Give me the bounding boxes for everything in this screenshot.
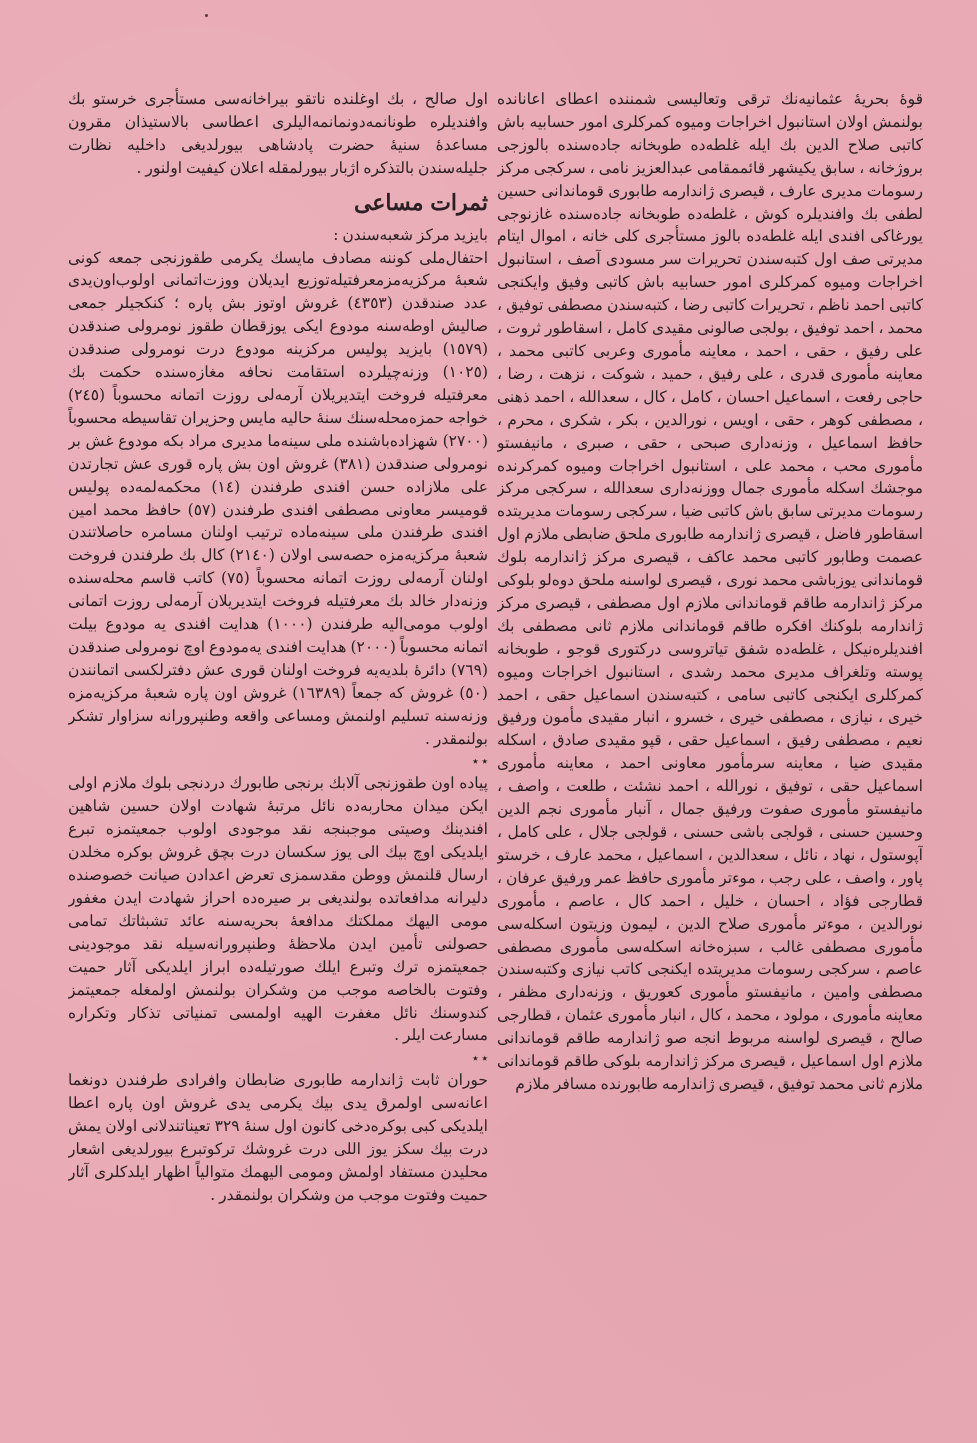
- section-title: ثمرات مساعی: [353, 189, 488, 216]
- section-subheading: بایزید مرکز شعبه‌سندن :: [333, 225, 488, 244]
- martyr-bequest-paragraph: پیاده اون طقوزنجی آلابك برنجی طابورك دردنجی بلوك ملازم اولی ایکن میدان محاربه‌ده نائل مرتبهٔ شهادت اولان حسین شاهین افندینك وصیتی موجبنجه نقد موجودی اولوب جمعیتمزه تبرع ایلدیکی اوچ بیك الی یوز سکسان درت بچق غروش بوکره مخلدن ارسال قلنمش ووطن مقدسمزی تعرض اعدادن صیانت خصوصنده دلیرانه مدافعاتده بولندیغی بر صیره‌ده احراز شهادت ایدن مغفور مومی الیهك مملکتك مدافعهٔ بحریه‌سنه عائد تشبثاتك تمامی حصولنی تأمین ایدن ملاحظهٔ وطنپرورانه‌سیله نقد موجودینی جمعیتمزه ترك وتبرع ایلك صورتیله‌ده ابراز ایلدیکی آثار حمیت وفتوت بالخاصه موجب من وشکران بولنمش اولمغله جمعیتمز کندوسنك نائل مغفرت الهیه اولمسی تمنیاتی تذکار وتکراره مسارعت ایلر .: [68, 774, 488, 1045]
- ink-dot: [205, 14, 208, 17]
- gendarmerie-donation-paragraph: حوران ثابت ژاندارمه طابوری ضابطان وافرادی طرفندن دونغما اعانه‌سی اولمرق یدی بیك یکرمی یدی غروش اون پاره اعطا ایلدیکی کبی بوکره‌دخی کانون اول سنهٔ ٣٢٩ تعیناتندلانی اولان یمش درت بیك سکز یوز اللی درت غروشك ترکوتبرع بیورلدیغی اشعار محلیدن مستفاد اولمش ومومی الیهمك متوالیاً اظهار ایلدکلری آثار حمیت وفتوت موجب من وشکران بولنمقدر .: [68, 1071, 488, 1204]
- separator-1: ٭ ٭: [472, 754, 488, 769]
- right-column: [497, 88, 923, 1388]
- left-column: [68, 88, 488, 1388]
- donor-list-paragraph: قوهٔ بحریهٔ عثمانیه‌نك ترقی وتعالیسی شمننده اعطای اعانانده بولنمش اولان استانبول اخراجات ومیوه کمرکلری امور حسابیه باش کاتبی صلاح الدین بك ایله غلطه‌ده طوبخانه جاده‌سنده بالوزجی بروژخانه ، سابق یکیشهر قائممقامی عبدالعزیز نامی ، سرکجی مرکز رسومات مدیری عارف ، قیصری ژاندارمه طابوری قوماندانی حسین لطفی بك وافندیلره کوش ، غلطه‌ده طوبخانه جاده‌سنده غازنوجی یورغاکی افندی ایله غلطه‌ده بالوز مستأجری کلی خانه ، اموال ایتام مدیرتی صف اول کتبه‌سندن تحریرات سر مسودی آصف ، استانبول اخراجات ومیوه کمرکلری امور حسابیه باش کاتبی وفیق وایکنجی کاتبی احمد ناظم ، تحریرات کاتبی رضا ، کتبه‌سندن مصطفی توفیق ، محمد ، احمد توفیق ، بولجی صالونی مقیدی کامل ، اسقاطور ثروت ، علی رفیق ، حقی ، احمد ، معاینه مأموری وعربی کاتبی محمد ، معاینه مأموری قدری ، علی رفیق ، حمید ، شوکت ، نزهت ، رضا ، حاجی رفعت ، اسماعیل احسان ، کامل ، کال ، سعدالله ، احمد ذهنی ، مصطفی کوهر ، حقی ، اویس ، نورالدین ، بکر ، شکری ، محرم ، حافظ اسماعیل ، وزنه‌داری صبحی ، حقی ، صبری ، مانیفستو مأموری محب ، محمد علی ، استانبول اخراجات ومیوه کمرکرنده موجشك اسکله مأموری جمال ووزنه‌داری سعدالله ، سرکجی مرکز رسومات مدیرتی سابق باش کاتبی ضیا ، سرکجی رسومات مدیریتده اسقاطور فاضل ، قیصری ژاندارمه طابوری ملحق ضابطی ملازم اول عصمت وطابور کاتبی محمد عاکف ، قیصری مرکز ژاندارمه بلوك قوماندانی یوزباشی محمد نوری ، قیصری لواسنه ملحق دوه‌لو بلوکی مرکز ژاندارمه طاقم قوماندانی ملازم اول مصطفی ، قیصری مرکز ژاندارمه بلوکنك افکره طاقم قوماندانی ملازم ثانی مصطفی بك افندیلره‌نیکل ، غلطه‌ده شفق تیاتروسی درکتوری قوجو ، طوبخانه پوسته وتلغراف مدیری محمد رشدی ، استانبول اخراجات ومیوه کمرکلری ایکنجی کاتبی سامی ، کتبه‌سندن اسماعیل حقی ، احمد خیری ، نیازی ، مصطفی خیری ، خسرو ، انبار مقیدی مأمون ورفیق نعیم ، مصطفی رفیق ، اسماعیل حقی ، قپو مقیدی صادق ، اسکله مقیدی ضیا ، معاینه سرمأمور معاونی احمد ، معاینه مأموری اسماعیل حقی ، توفیق ، نورالله ، احمد نشئت ، طلعت ، واصف ، مانیفستو مأموری صفوت ورفیق جمال ، آنبار مأموری نجم الدین وحسین حسنی ، قولجی باشی حسنی ، قولجی جلال ، علی کامل ، آپوستول ، نهاد ، نائل ، سعدالدین ، اسماعیل ، محمد عارف ، خرستو پاور ، واصف ، علی رجب ، موءتر مأموری حافظ عمر ورفیق عرفان ، قطارجی فؤاد ، احسان ، خلیل ، احمد کال ، عاصم ، مأموری نورالدین ، موءتر مأموری صلاح الدین ، لیمون وزیتون اسکله‌سی مأموری مصطفی غالب ، سبزه‌خانه اسکله‌سی مأموری مصطفی عاصم ، سرکجی رسومات مدیریتده ایکنجی کاتب نیازی وکتبه‌سندن مصطفی وامین ، مانیفستو مأموری کعوریق ، وزنه‌داری مظفر ، معاینه مأموری ، مولود ، محمد ، کال ، انبار مأموری عثمان ، قطارجی صالح ، قیصری لواسنه مربوط انجه صو ژاندارمه طاقم قوماندانی ملازم اول اسماعیل ، قیصری مرکز ژاندارمه بلوکی طاقم قوماندانی ملازم ثانی محمد توفیق ، قیصری ژاندارمه طابورنده مسافر ملازم: [497, 90, 923, 1093]
- intro-paragraph: اول صالح ، بك اوغلنده ناتقو بیراخانه‌سی مستأجری خرستو بك وافندیلره طونانمه‌دونمانمه‌الیلری اعطاسی بالاستیذان مقرون مساعدهٔ سنیهٔ حضرت پادشاهی بیورلدیغی داخلیه نظارت جلیله‌سندن بالتذکره اژبار بیورلمقله اعلان کیفیت اولنور .: [68, 90, 488, 177]
- donation-report-paragraph: احتفال‌ملی کوننه مصادف مایسك یکرمی طقوزنجی جمعه کونی شعبهٔ مرکزیه‌مزمعرفتیله‌توزیع ایدیلان ووزت‌اتمانی اولوب‌اون‌یدی عدد صندقدن (٤٣٥٣) غروش اوتوز بش پاره ؛ کنکجیلر جمعی صالیش اوطه‌سنه مودوع ایکی یوزقطان طقوز نومرولی صندقدن (١٥٧٩) بایزید پولیس مرکزینه مودوع درت نومرولی صندقدن (١٠٢٥) وزنه‌چیلرده استقامت نحافه مغازه‌سنده حکمت بك معرفتیله فروخت ایتدیریلان آرمه‌لی روزت اتمانه محسوباً (٢٤٥) خواجه حمزه‌محله‌سنك سنهٔ حالیه مایس وحزیران تقاسیطه محسوباً (٢٧٠٠) شهزاده‌باشنده ملی سینه‌ما مدیری مراد بکه مودوع غش بر نومرولی صندقدن (٣٨١) غروش اون بش پاره قوری عش تجارتدن علی ملازاده حسن افندی طرفندن (١٤) محکمه‌لمه‌ده پولیس قومیسر معاونی مصطفی افندی طرفندن (٥٧) حافظ محمد امین افندی طرفندن ملی سینه‌ماده ترتیب اولنان مسامره حاصلاتندن شعبهٔ مرکزیه‌مزه حصه‌سی اولان (٢١٤٠) کال بك طرفندن فروخت اولنان آرمه‌لی روزت اتمانه محسوباً (٧٥) کاتب قاسم محله‌سنده وزنه‌دار خالد بك معرفتیله فروخت ایتدیریلان آرمه‌لی روزت اتمانی اولوب مومی‌الیه طرفندن (١٠٠٠) هدایت افندی یه مودوع بیلت اتمانه محسوباً (٢٠٠٠) هدایت افندی یه‌مودوع اوچ نومرولی صندقدن (٧٦٩) دائرهٔ بلدیه‌یه فروخت اولنان قوری عش دفترلکسی اتمانندن (٥٠) غروش که جمعاً (١٦٣٨٩) غروش اون پاره شعبهٔ مرکزیه‌مزه وزنه‌سنه تسلیم اولنمش ومساعی واقعه وطنپرورانه سزاوار تشکر بولنمقدر .: [68, 248, 488, 748]
- separator-2: ٭ ٭: [472, 1051, 488, 1066]
